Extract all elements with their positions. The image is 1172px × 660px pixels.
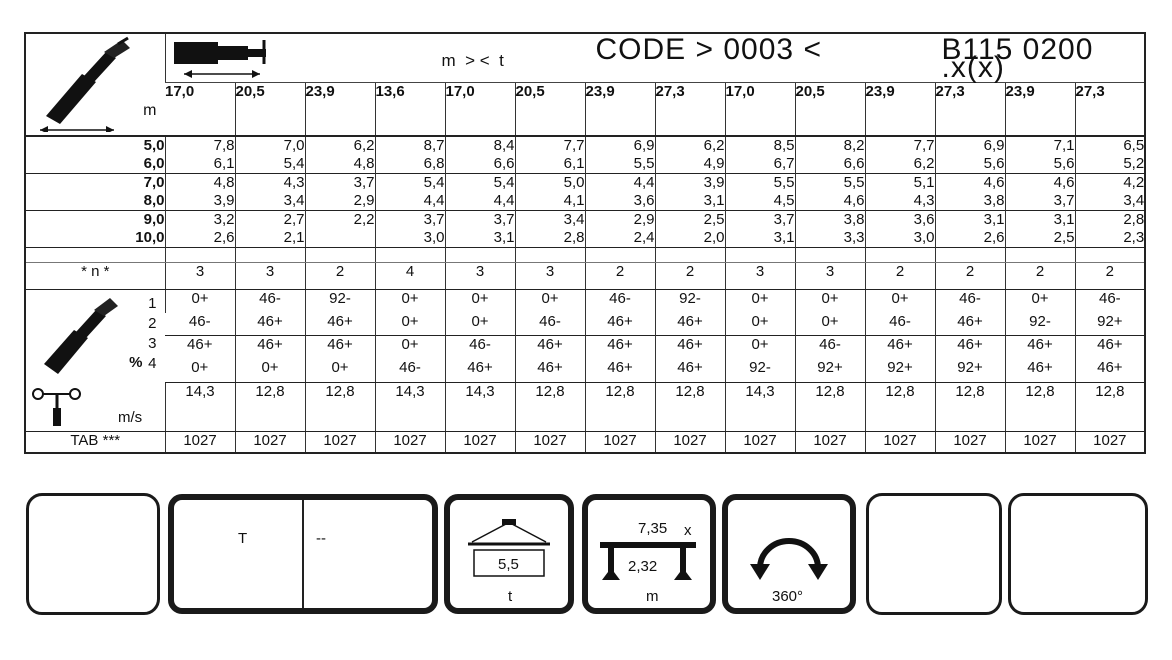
empty-panel-left — [26, 493, 160, 615]
load-value: 2,5 — [655, 211, 725, 230]
pct-value: 0+ — [445, 290, 515, 313]
load-value: 5,5 — [795, 174, 865, 193]
load-value: 3,3 — [795, 229, 865, 248]
load-value: 8,4 — [445, 136, 515, 155]
load-value: 3,7 — [725, 211, 795, 230]
spacer-cell — [445, 248, 515, 263]
load-value: 2,4 — [585, 229, 655, 248]
load-value: 3,8 — [795, 211, 865, 230]
load-value: 4,6 — [1005, 174, 1075, 193]
load-value: 4,2 — [1075, 174, 1145, 193]
load-value: 3,4 — [515, 211, 585, 230]
pct-value: 46+ — [1005, 336, 1075, 359]
wind-value: 14,3 — [375, 382, 445, 431]
empty-panel-right-2 — [1008, 493, 1148, 615]
load-value: 3,4 — [235, 192, 305, 211]
percentage-block — [25, 290, 1145, 383]
spacer-cell — [515, 248, 585, 263]
load-value: 6,1 — [515, 155, 585, 174]
load-value: 2,0 — [655, 229, 725, 248]
load-value: 2,8 — [515, 229, 585, 248]
load-value: 3,1 — [445, 229, 515, 248]
pct-value: 92- — [725, 359, 795, 382]
wind-value: 12,8 — [1075, 382, 1145, 431]
n-value: 3 — [235, 263, 305, 290]
boom-length: 23,9 — [305, 83, 375, 137]
pct-value: 46+ — [515, 359, 585, 382]
pct-value: 46+ — [935, 336, 1005, 359]
load-value: 5,4 — [445, 174, 515, 193]
boom-length: 17,0 — [165, 83, 235, 137]
load-value: 2,7 — [235, 211, 305, 230]
crane-boom-icon-cell — [25, 33, 165, 136]
load-row — [25, 229, 1145, 248]
pct-value: 0+ — [235, 359, 305, 382]
load-value: 5,4 — [375, 174, 445, 193]
slew-label: 360° — [772, 588, 804, 605]
load-value: 2,9 — [305, 192, 375, 211]
pct-value: 46- — [188, 312, 211, 330]
weight-unit: t — [508, 588, 513, 605]
load-value: 5,4 — [235, 155, 305, 174]
n-label: * n * — [25, 263, 165, 290]
tab-value: 1027 — [585, 431, 655, 453]
load-value: 2,8 — [1075, 211, 1145, 230]
pct-index-column — [148, 294, 156, 374]
radius-value: 7,0 — [25, 174, 165, 193]
n-value: 3 — [165, 263, 235, 290]
pct-value: 46+ — [585, 336, 655, 359]
wind-value: 12,8 — [865, 382, 935, 431]
load-value: 4,4 — [445, 192, 515, 211]
load-value: 2,3 — [1075, 229, 1145, 248]
load-value: 6,9 — [935, 136, 1005, 155]
pct-value: 46+ — [655, 336, 725, 359]
load-value: 5,1 — [865, 174, 935, 193]
pct-row — [25, 336, 1145, 359]
load-value: 7,7 — [515, 136, 585, 155]
weight-panel — [444, 494, 574, 614]
pct-value: 46- — [585, 290, 655, 313]
tab-value: 1027 — [795, 431, 865, 453]
pct-value: 46+ — [165, 336, 235, 359]
load-value: 3,0 — [865, 229, 935, 248]
spacer-cell — [375, 248, 445, 263]
load-value: 7,0 — [235, 136, 305, 155]
pct-value: 92- — [655, 290, 725, 313]
unit-m-label: m — [143, 102, 157, 119]
load-value: 5,5 — [725, 174, 795, 193]
load-value: 4,1 — [515, 192, 585, 211]
n-value: 2 — [655, 263, 725, 290]
pct-value: 92- — [305, 290, 375, 313]
anemometer-icon — [30, 384, 90, 428]
load-value: 8,2 — [795, 136, 865, 155]
wind-value: 12,8 — [305, 382, 375, 431]
load-chart — [24, 32, 1144, 454]
wind-value: 12,8 — [585, 382, 655, 431]
pct-value: 0+ — [445, 313, 515, 336]
wind-value: 14,3 — [445, 382, 515, 431]
pct-value: 46+ — [305, 313, 375, 336]
load-value: 8,7 — [375, 136, 445, 155]
tab-value: 1027 — [865, 431, 935, 453]
t-divider — [302, 500, 304, 608]
pct-index: 2 — [148, 315, 157, 332]
load-value: 4,8 — [165, 174, 235, 193]
pct-value: 0+ — [305, 359, 375, 382]
tab-value: 1027 — [305, 431, 375, 453]
n-value: 3 — [515, 263, 585, 290]
spacer-cell — [585, 248, 655, 263]
tab-value: 1027 — [235, 431, 305, 453]
pct-index-cell — [25, 290, 165, 383]
pct-value: 0+ — [375, 290, 445, 313]
load-value: 6,7 — [725, 155, 795, 174]
outrigger-depth: 2,32 — [628, 558, 658, 575]
tab-value: 1027 — [515, 431, 585, 453]
load-value: 6,6 — [795, 155, 865, 174]
pct-row — [25, 313, 1145, 336]
pct-value: 0+ — [795, 313, 865, 336]
load-value: 5,6 — [1005, 155, 1075, 174]
outrigger-unit: m — [646, 588, 659, 605]
telescope-boom-icon — [172, 36, 272, 82]
boom-length: 13,6 — [375, 83, 445, 137]
boom-length: 23,9 — [1005, 83, 1075, 137]
pct-index: 3 — [148, 335, 157, 352]
wind-value: 12,8 — [935, 382, 1005, 431]
tab-label: TAB *** — [70, 431, 121, 449]
load-value: 7,8 — [165, 136, 235, 155]
empty-panel-right-1 — [866, 493, 1002, 615]
wind-value: 12,8 — [1005, 382, 1075, 431]
pct-value: 0+ — [375, 313, 445, 336]
tab-value: 1027 — [1075, 431, 1145, 453]
boom-length: 27,3 — [1075, 83, 1145, 137]
load-value: 4,3 — [865, 192, 935, 211]
pct-value: 46- — [515, 313, 585, 336]
spacer-cell — [725, 248, 795, 263]
boom-length: 20,5 — [515, 83, 585, 137]
wind-value: 12,8 — [655, 382, 725, 431]
pct-value: 0+ — [165, 290, 235, 313]
boom-length: 17,0 — [725, 83, 795, 137]
boom-length: 20,5 — [235, 83, 305, 137]
spacer-cell — [25, 248, 165, 263]
load-value: 2,1 — [235, 229, 305, 248]
radius-value: 8,0 — [143, 192, 165, 209]
load-table — [24, 32, 1146, 454]
load-value: 2,6 — [935, 229, 1005, 248]
load-value: 2,5 — [1005, 229, 1075, 248]
n-value: 2 — [865, 263, 935, 290]
wind-unit: m/s — [118, 408, 143, 426]
pct-value: 46+ — [865, 336, 935, 359]
t-panel — [168, 494, 438, 614]
pct-value: 0+ — [725, 290, 795, 313]
n-value: 3 — [445, 263, 515, 290]
tab-value: 1027 — [725, 431, 795, 453]
tab-value: 1027 — [165, 431, 235, 453]
boom-length: 17,0 — [445, 83, 515, 137]
tab-value: 1027 — [655, 431, 725, 453]
pct-symbol: % — [129, 354, 143, 371]
wind-value: 12,8 — [795, 382, 865, 431]
pct-value: 92+ — [865, 359, 935, 382]
pct-value: 0+ — [865, 290, 935, 313]
load-value: 3,7 — [305, 174, 375, 193]
spacer-cell — [305, 248, 375, 263]
pct-value: 46- — [935, 290, 1005, 313]
load-value: 5,2 — [1075, 155, 1145, 174]
radius-value: 6,0 — [143, 155, 165, 172]
pct-value: 46+ — [1005, 359, 1075, 382]
n-value: 3 — [725, 263, 795, 290]
load-value — [305, 229, 375, 248]
pct-value: 46+ — [1075, 359, 1145, 382]
load-row — [25, 174, 1145, 193]
pct-value: 46+ — [235, 336, 305, 359]
spacer-row — [25, 248, 1145, 263]
spacer-cell — [865, 248, 935, 263]
scale-label: m > < t — [441, 51, 504, 70]
tab-value: 1027 — [375, 431, 445, 453]
load-value: 4,6 — [795, 192, 865, 211]
n-value: 2 — [935, 263, 1005, 290]
pct-value: 46+ — [305, 336, 375, 359]
pct-value: 0+ — [1005, 290, 1075, 313]
wind-value: 12,8 — [235, 382, 305, 431]
pct-value: 46+ — [585, 359, 655, 382]
load-value: 3,0 — [375, 229, 445, 248]
tab-value: 1027 — [445, 431, 515, 453]
pct-value: 92+ — [935, 359, 1005, 382]
header-bar — [165, 33, 1145, 83]
load-value: 6,9 — [585, 136, 655, 155]
load-value: 6,2 — [305, 136, 375, 155]
load-value: 4,4 — [375, 192, 445, 211]
load-value: 3,7 — [375, 211, 445, 230]
weight-value: 5,5 — [498, 556, 519, 573]
pct-value: 46+ — [585, 313, 655, 336]
load-value: 3,1 — [1005, 211, 1075, 230]
load-value: 3,6 — [585, 192, 655, 211]
load-row — [25, 155, 1145, 174]
load-value: 6,5 — [1075, 136, 1145, 155]
pct-value: 0+ — [515, 290, 585, 313]
load-value: 4,4 — [585, 174, 655, 193]
load-value: 5,6 — [935, 155, 1005, 174]
pct-value: 0+ — [375, 336, 445, 359]
tab-value: 1027 — [1005, 431, 1075, 453]
spacer-cell — [935, 248, 1005, 263]
t-value: -- — [316, 530, 326, 547]
load-value: 3,4 — [1075, 192, 1145, 211]
outrigger-x: x — [684, 522, 692, 539]
load-row — [25, 211, 1145, 230]
pct-value: 46- — [445, 336, 515, 359]
t-label: T — [238, 530, 248, 547]
tab-value: 1027 — [935, 431, 1005, 453]
pct-value: 0+ — [725, 336, 795, 359]
spacer-cell — [165, 248, 235, 263]
n-value: 2 — [305, 263, 375, 290]
spacer-cell — [795, 248, 865, 263]
load-row — [25, 192, 1145, 211]
pct-value: 46- — [375, 359, 445, 382]
spacer-cell — [655, 248, 725, 263]
pct-index: 4 — [148, 355, 157, 372]
pct-value: 46+ — [515, 336, 585, 359]
pct-value: 46- — [235, 290, 305, 313]
load-value: 4,8 — [305, 155, 375, 174]
load-value: 6,8 — [375, 155, 445, 174]
load-value: 5,0 — [515, 174, 585, 193]
n-value: 2 — [585, 263, 655, 290]
spacer-cell — [1075, 248, 1145, 263]
load-value: 3,7 — [445, 211, 515, 230]
boom-section-icon — [28, 294, 128, 380]
pct-value: 92+ — [1075, 313, 1145, 336]
pct-value: 0+ — [165, 359, 235, 382]
load-value: 5,5 — [585, 155, 655, 174]
code-label: CODE > 0003 < — [595, 33, 822, 66]
n-value: 4 — [375, 263, 445, 290]
load-value: 3,8 — [935, 192, 1005, 211]
slew-panel — [722, 494, 856, 614]
load-value: 3,6 — [865, 211, 935, 230]
wind-row — [25, 382, 1145, 431]
load-value: 6,6 — [445, 155, 515, 174]
pct-value: 92+ — [795, 359, 865, 382]
load-value: 7,7 — [865, 136, 935, 155]
pct-value: 46+ — [1075, 336, 1145, 359]
pct-value: 46- — [1075, 290, 1145, 313]
pct-index: 1 — [148, 295, 157, 312]
wind-value: 14,3 — [725, 382, 795, 431]
pct-value: 0+ — [795, 290, 865, 313]
load-value: 7,1 — [1005, 136, 1075, 155]
boom-length: 27,3 — [655, 83, 725, 137]
radius-value: 10,0 — [135, 229, 165, 246]
load-value: 2,2 — [305, 211, 375, 230]
boom-length: 23,9 — [585, 83, 655, 137]
boom-length-row — [25, 83, 1145, 137]
load-value: 3,1 — [725, 229, 795, 248]
spacer-cell — [1005, 248, 1075, 263]
load-value: 6,2 — [865, 155, 935, 174]
load-value: 4,5 — [725, 192, 795, 211]
tab-row — [25, 431, 1145, 453]
load-value: 3,9 — [165, 192, 235, 211]
boom-length: 20,5 — [795, 83, 865, 137]
pct-value: 46- — [795, 336, 865, 359]
load-value: 2,9 — [585, 211, 655, 230]
wind-value: 12,8 — [515, 382, 585, 431]
boom-length: 27,3 — [935, 83, 1005, 137]
load-value: 3,2 — [165, 211, 235, 230]
wind-label-cell — [25, 382, 165, 431]
radius-value: 9,0 — [25, 211, 165, 230]
load-values — [25, 136, 1145, 248]
pct-value: 92- — [1005, 313, 1075, 336]
spacer-cell — [235, 248, 305, 263]
boom-length: 23,9 — [865, 83, 935, 137]
pct-value: 46- — [865, 313, 935, 336]
load-value: 6,2 — [655, 136, 725, 155]
pct-row — [25, 359, 1145, 382]
n-row — [25, 263, 1145, 290]
load-value: 3,1 — [655, 192, 725, 211]
load-value: 3,7 — [1005, 192, 1075, 211]
radius-value: 5,0 — [143, 137, 165, 154]
pct-value: 46+ — [445, 359, 515, 382]
wind-value: 14,3 — [165, 382, 235, 431]
load-value: 4,9 — [655, 155, 725, 174]
pct-value: 46+ — [935, 313, 1005, 336]
load-value: 2,6 — [165, 229, 235, 248]
model-label: B115 0200 .x(x) — [941, 33, 1094, 84]
outrigger-width: 7,35 — [638, 520, 668, 537]
n-value: 2 — [1075, 263, 1145, 290]
pct-value: 46+ — [235, 313, 305, 336]
load-value: 6,1 — [165, 155, 235, 174]
pct-value: 46+ — [655, 359, 725, 382]
n-value: 2 — [1005, 263, 1075, 290]
load-value: 3,1 — [935, 211, 1005, 230]
pct-value: 0+ — [725, 313, 795, 336]
pct-value: 46+ — [655, 313, 725, 336]
load-row — [25, 136, 1145, 155]
outrigger-panel — [582, 494, 716, 614]
load-value: 4,3 — [235, 174, 305, 193]
rotation-icon — [728, 508, 850, 598]
load-value: 8,5 — [725, 136, 795, 155]
n-value: 3 — [795, 263, 865, 290]
load-value: 3,9 — [655, 174, 725, 193]
load-value: 4,6 — [935, 174, 1005, 193]
pct-row — [25, 290, 1145, 313]
